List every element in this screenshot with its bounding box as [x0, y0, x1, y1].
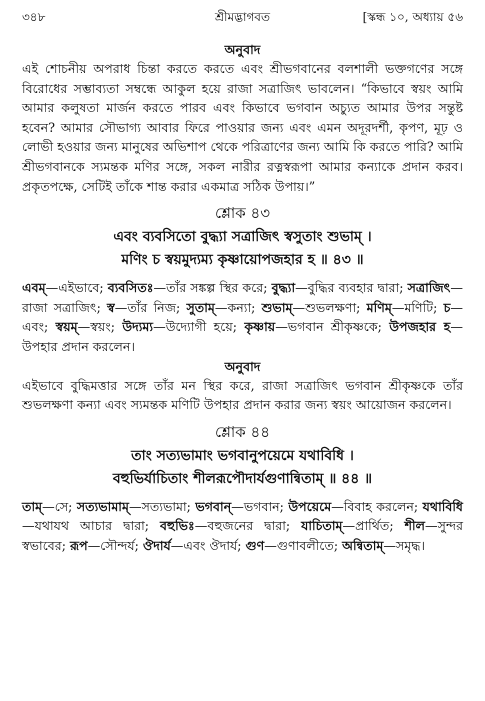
- synonym-meaning: বহুজনের দ্বারা;: [207, 518, 302, 534]
- synonym-meaning: তাঁর সঙ্কল্প স্থির করে;: [166, 280, 272, 296]
- synonym-meaning: সমৃদ্ধ।: [395, 537, 426, 553]
- synonym-term: সত্যভামাম্: [76, 498, 129, 514]
- translation-heading: অনুবাদ: [224, 358, 261, 374]
- synonym-meaning: সৌন্দর্য;: [100, 537, 143, 553]
- synonym-term: চ: [443, 299, 451, 315]
- verse-line: তাং সত্যভামাং ভগবানুপয়েমে যথাবিধি ।: [131, 447, 354, 464]
- synonym-meaning: যথাযথ আচার দ্বারা;: [34, 518, 161, 534]
- synonym-meaning: এবং ঔদার্য;: [183, 537, 246, 553]
- synonym-term: যাচিতাম্: [301, 518, 343, 534]
- synonym-meaning: স্বয়ং;: [90, 319, 123, 335]
- synonym-term: উপয়েমে: [288, 498, 332, 514]
- synonym-term: রূপ: [69, 537, 88, 553]
- synonym-meaning: গুণাবলীতে;: [276, 537, 343, 553]
- synonym-meaning: বিবাহ করলেন;: [343, 498, 423, 514]
- chapter-location: [স্কন্ধ ১০, অধ্যায় ৫৬: [362, 10, 463, 24]
- synonym-meaning: এবং;: [22, 319, 56, 335]
- translation-paragraph: এইভাবে বুদ্ধিমত্তার সঙ্গে তাঁর মন স্থির করে, রাজা সত্রাজিৎ ভগবান শ্রীকৃষ্ণকে তাঁর শুভলক্ষণা কন্যা এবং স্যমন্তক মণিটি উপহার প্রদান করার জন্য স্বয়ং আয়োজন করলেন।: [22, 377, 463, 413]
- synonym-meaning: ভগবান শ্রীকৃষ্ণকে;: [287, 319, 390, 335]
- verse-43: [22, 202, 463, 272]
- synonym-meaning: এইভাবে;: [58, 280, 108, 296]
- synonym-term: ঔদার্য: [142, 537, 171, 553]
- verse-44: [22, 421, 463, 491]
- page-number: ৩৪৮: [22, 10, 46, 24]
- synonym-term: অন্বিতাম্: [342, 537, 384, 553]
- synonym-meaning: তাঁর নিজ;: [127, 299, 187, 315]
- verse-line: মণিং চ স্বয়মুদ্যম্য কৃষ্ণায়োপজহার হ ॥ ৪৩ ॥: [121, 252, 364, 269]
- running-head: [22, 8, 463, 28]
- verse-line: বহুভির্যাচিতাং শীলরূপৌদার্যগুণান্বিতাম্ ॥ ৪৪ ॥: [112, 470, 373, 487]
- synonym-term: কৃষ্ণায়: [244, 319, 276, 335]
- synonym-term: স্ব: [107, 299, 115, 315]
- synonym-meaning: উদ্যোগী হয়ে;: [165, 319, 245, 335]
- synonym-term: স্বয়ম্: [55, 319, 78, 335]
- verse-title: শ্লোক ৪৩: [215, 204, 270, 223]
- synonym-meaning: সত্যভামা;: [141, 498, 196, 514]
- synonym-meaning: শুভলক্ষণা;: [305, 299, 367, 315]
- synonym-meaning: কন্যা;: [227, 299, 262, 315]
- synonym-term: মণিম্: [366, 299, 392, 315]
- synonym-meaning: রাজা সত্রাজিৎ;: [22, 299, 108, 315]
- synonym-term: শীল: [404, 518, 426, 534]
- synonym-term: সুতাম্: [186, 299, 215, 315]
- synonym-meaning: বুদ্ধির ব্যবহার দ্বারা;: [307, 280, 408, 296]
- synonym-term: গুণ: [245, 537, 265, 553]
- verse-title: শ্লোক ৪৪: [215, 422, 270, 441]
- book-title: শ্রীমদ্ভাগবত: [214, 10, 270, 24]
- synonym-term: শুভাম্: [261, 299, 293, 315]
- translation-paragraph: এই শোচনীয় অপরাধ চিন্তা করতে করতে এবং শ্রীভগবানের বলশালী ভক্তগণের সঙ্গে বিরোধের সম্ভাব্যতা সম্বন্ধে আকুল হয়ে রাজা সত্রাজিৎ ভাবলেন। “কিভাবে স্বয়ং আমি আমার কলুষতা মার্জন করতে পারব এবং কিভাবে ভগবান অচ্যুত আমার উপর সন্তুষ্ট হবেন? আমার সৌভাগ্য আবার ফিরে পাওয়ার জন্য এবং এমন অদূরদর্শী, কৃপণ, মূঢ় ও লোভী হওয়ার জন্য মানুষের অভিশাপ থেকে পরিত্রাণের জন্য আমি কি করতে পারি? আমি শ্রীভগবানকে স্যমন্তক মণির সঙ্গে, সকল নারীর রত্নস্বরূপা আমার কন্যাকে প্রদান করব। প্রকৃতপক্ষে, সেটিই তাঁকে শান্ত করার একমাত্র সঠিক উপায়।”: [22, 61, 463, 194]
- synonym-meaning: ভগবান;: [243, 498, 289, 514]
- synonym-meaning: উপহার প্রদান করলেন।: [22, 338, 135, 354]
- synonym-meaning: প্রার্থিত;: [355, 518, 405, 534]
- synonym-term: সত্রাজিৎ: [407, 280, 451, 296]
- translation-heading: অনুবাদ: [224, 42, 261, 57]
- synonym-term: তাম্: [22, 498, 43, 514]
- synonym-term: উদ্যম্য: [122, 319, 154, 335]
- synonym-term: ব্যবসিতঃ: [107, 280, 154, 296]
- word-for-word-synonyms: তাম্—সে; সত্যভামাম্—সত্যভামা; ভগবান্—ভগবান; উপয়েমে—বিবাহ করলেন; যথাবিধি—যথাযথ আচার দ্বারা; বহুভিঃ—বহুজনের দ্বারা; যাচিতাম্—প্রার্থিত; শীল—সুন্দর স্বভাবের; রূপ—সৌন্দর্য; ঔদার্য—এবং ঔদার্য; গুণ—গুণাবলীতে; অন্বিতাম্—সমৃদ্ধ।: [22, 498, 463, 553]
- verse-line: এবং ব্যবসিতো বুদ্ধ্যা সত্রাজিৎ স্বসুতাং শুভাম্ ।: [113, 229, 372, 246]
- synonym-term: বুদ্ধ্যা: [271, 280, 296, 296]
- word-for-word-synonyms: এবম্—এইভাবে; ব্যবসিতঃ—তাঁর সঙ্কল্প স্থির করে; বুদ্ধ্যা—বুদ্ধির ব্যবহার দ্বারা; সত্রাজিৎ—রাজা সত্রাজিৎ; স্ব—তাঁর নিজ; সুতাম্—কন্যা; শুভাম্—শুভলক্ষণা; মণিম্—মণিটি; চ—এবং; স্বয়ম্—স্বয়ং; উদ্যম্য—উদ্যোগী হয়ে; কৃষ্ণায়—ভগবান শ্রীকৃষ্ণকে; উপজহার হ—উপহার প্রদান করলেন।: [22, 280, 464, 354]
- synonym-term: বহুভিঃ: [160, 518, 195, 534]
- synonym-term: যথাবিধি: [422, 498, 463, 514]
- synonym-meaning: মণিটি;: [404, 299, 444, 315]
- synonym-term: এবম্: [22, 280, 46, 296]
- synonym-term: ভগবান্: [195, 498, 232, 514]
- synonym-meaning: সুন্দর স্বভাবের;: [22, 518, 463, 553]
- synonym-term: উপজহার হ: [389, 319, 451, 335]
- synonym-meaning: সে;: [54, 498, 77, 514]
